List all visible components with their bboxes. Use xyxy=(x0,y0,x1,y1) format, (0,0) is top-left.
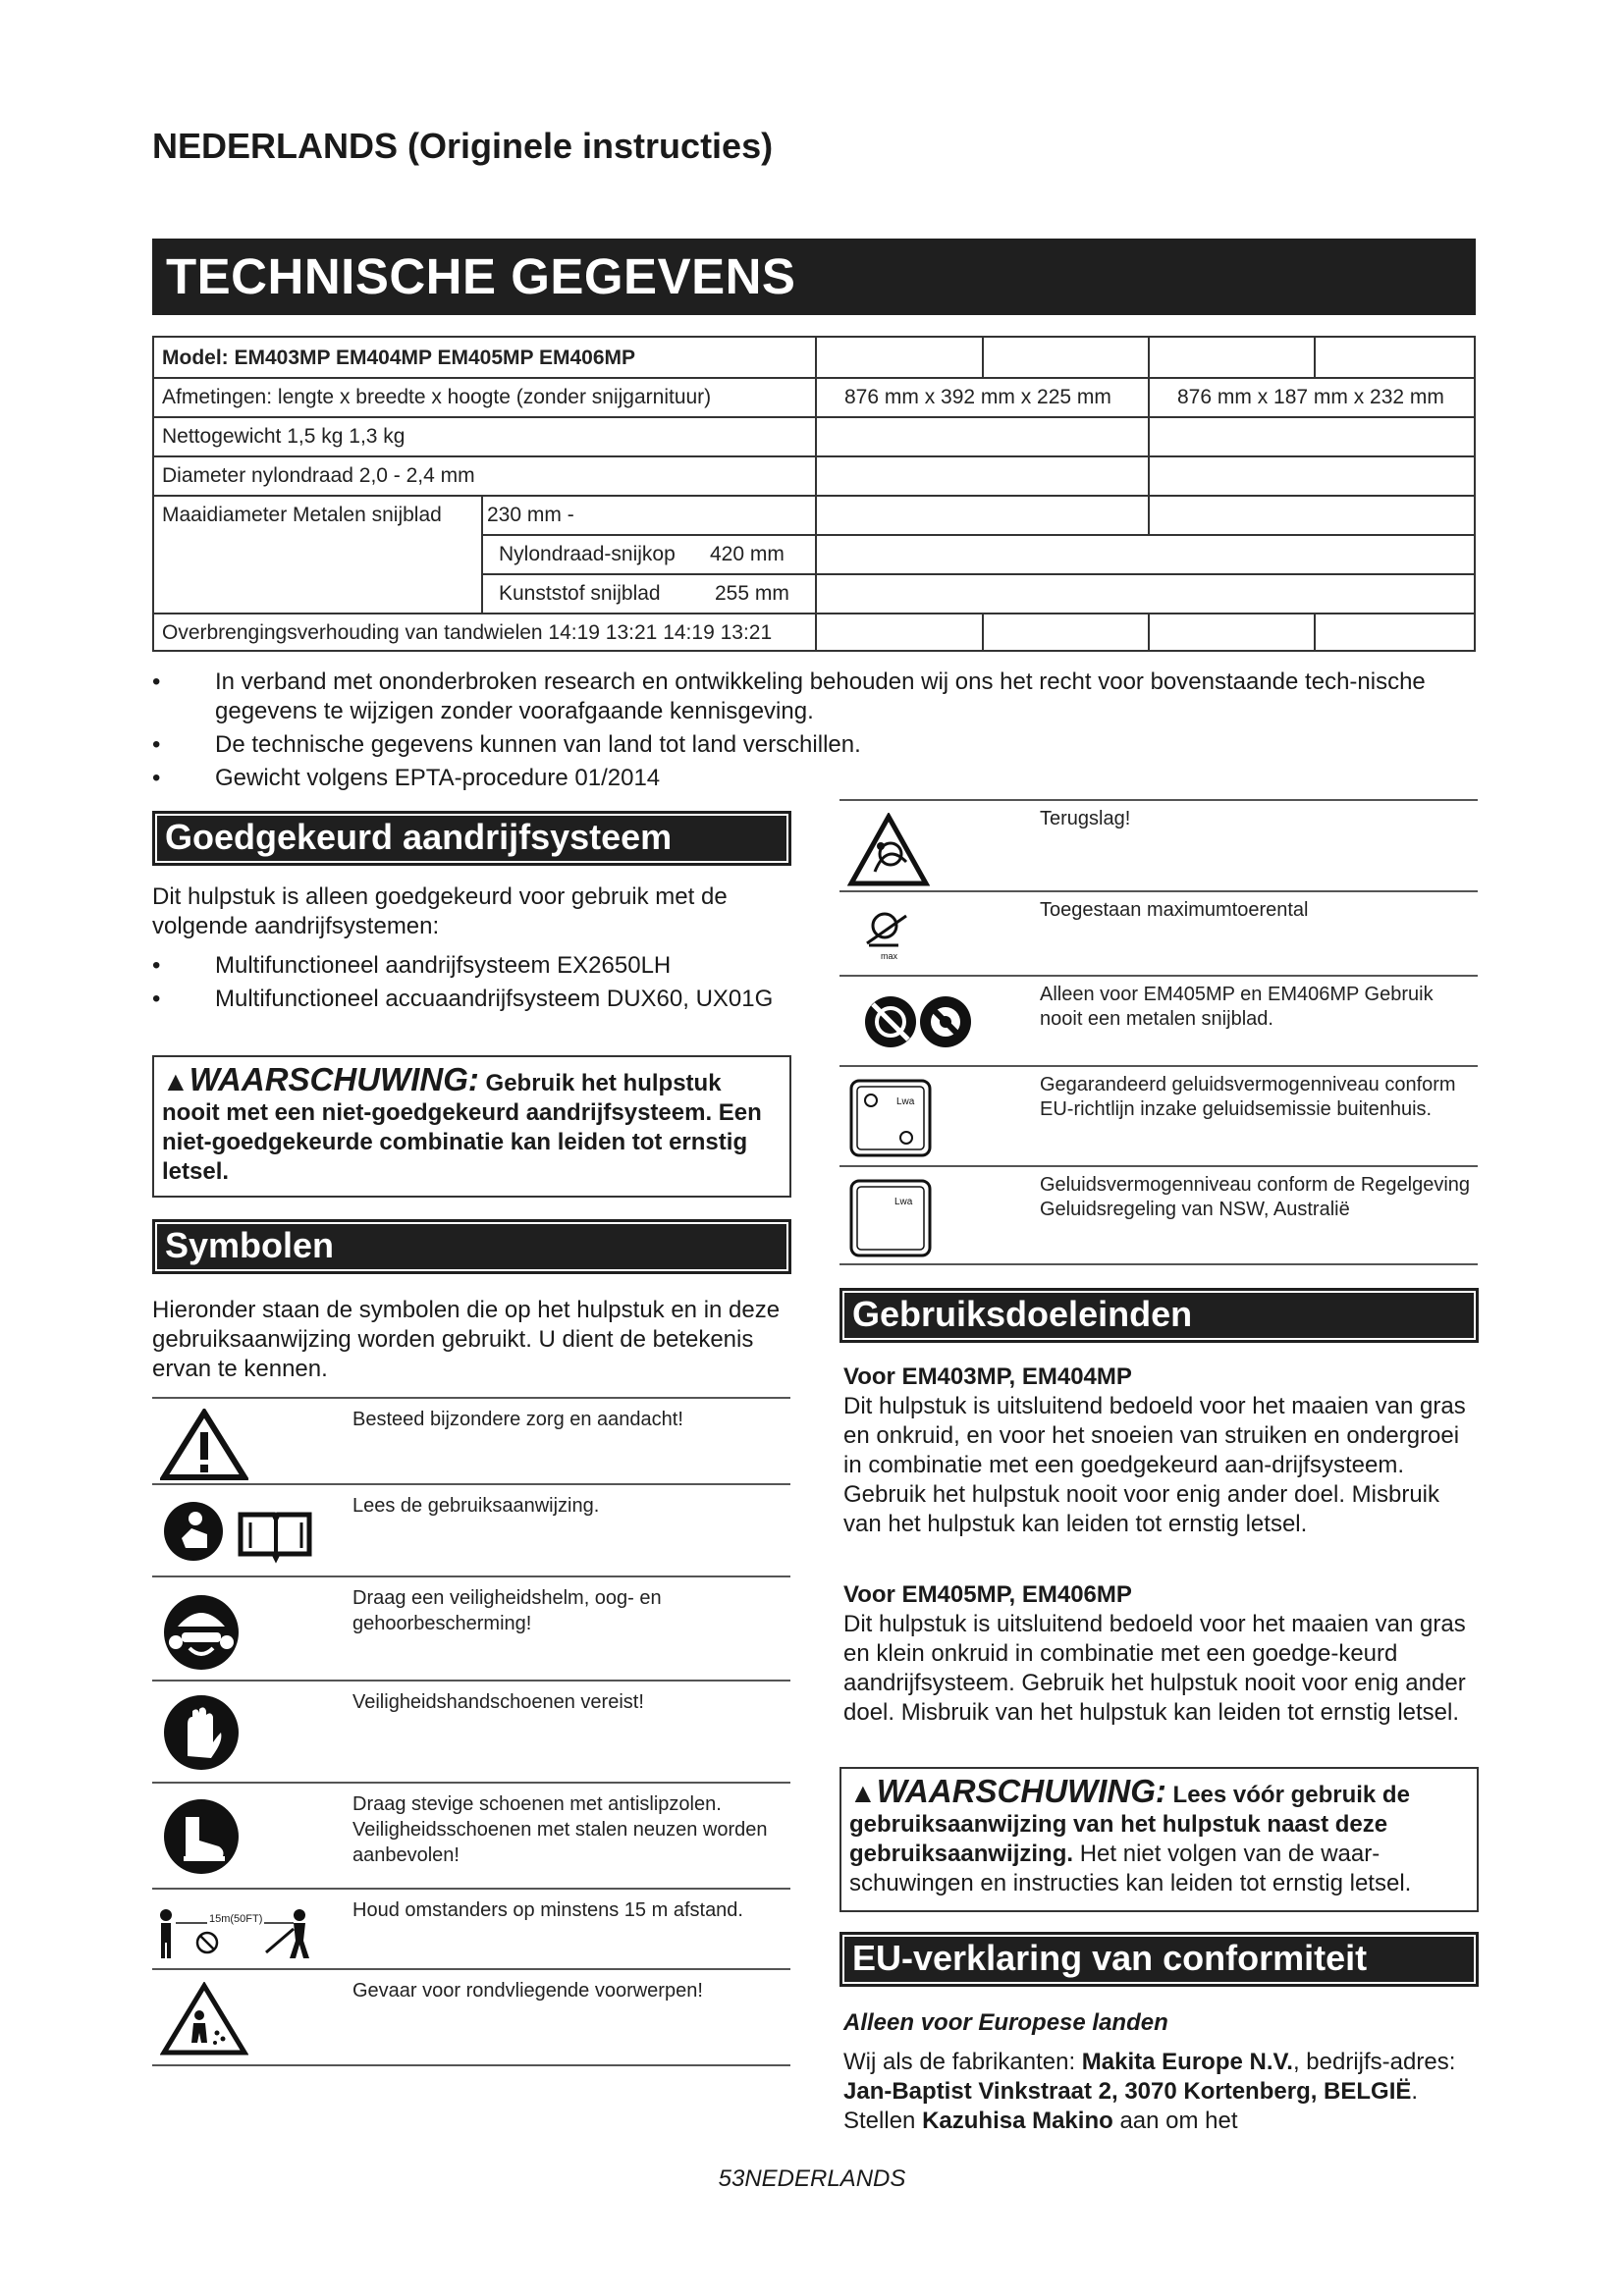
read-manual-icon xyxy=(160,1495,317,1573)
symbol-row xyxy=(839,1067,1478,1167)
sound-power-eu-icon xyxy=(849,1079,932,1162)
sound-power-nsw-icon xyxy=(849,1179,932,1262)
lwa-text: Lwa xyxy=(896,1096,915,1107)
symbol-label: Houd omstanders op minstens 15 m afstand. xyxy=(352,1899,743,1921)
symbol-label: Lees de gebruiksaanwijzing. xyxy=(352,1495,600,1517)
symbol-label: Terugslag! xyxy=(1040,808,1131,829)
approved-list xyxy=(152,951,790,1018)
page-footer: 53NEDERLANDS xyxy=(718,2165,906,2192)
svg-text:max: max xyxy=(881,951,898,961)
spec-cut-nylon-head: Nylondraad-snijkop xyxy=(499,543,676,565)
gloves-icon xyxy=(160,1693,243,1777)
spec-notes xyxy=(152,667,1478,797)
approved-system-heading: Goedgekeurd aandrijfsysteem xyxy=(152,811,791,866)
eu-sub: Alleen voor Europese landen xyxy=(843,2009,1168,2036)
symbol-label: Alleen voor EM405MP en EM406MP Gebruik nooit een metalen snijblad. xyxy=(1040,984,1434,1030)
no-metal-blade-icon xyxy=(861,992,979,1056)
intended-use-head-1: Voor EM403MP, EM404MP xyxy=(843,1363,1132,1390)
symbol-label: Geluidsvermogenniveau conform de Regelgeving Geluidsregeling van NSW, Australië xyxy=(1040,1174,1471,1220)
symbol-row xyxy=(152,1485,790,1577)
spec-gear-ratio: Overbrengingsverhouding van tandwielen 14:19 13:21 14:19 13:21 xyxy=(162,621,773,644)
flying-objects-icon xyxy=(160,1982,248,2061)
approved-intro: Dit hulpstuk is alleen goedgekeurd voor gebruik met de volgende aandrijfsystemen: xyxy=(152,883,728,939)
symbol-label: Besteed bijzondere zorg en aandacht! xyxy=(352,1409,683,1430)
warning-text: Het niet volgen van de waar-schuwingen en instructies kan leiden tot ernstig letsel. xyxy=(849,1841,1412,1896)
helmet-eye-ear-protection-icon xyxy=(160,1593,243,1677)
list-item: • Multifunctioneel accuaandrijfsysteem DUX60, UX01G xyxy=(152,986,774,1012)
spec-cut-plastic-value: 255 mm xyxy=(715,582,789,605)
warning-heading: WAARSCHUWING: xyxy=(189,1061,479,1097)
eu-person: Kazuhisa Makino xyxy=(922,2108,1113,2134)
symbol-row xyxy=(839,799,1478,892)
safety-boots-icon xyxy=(160,1797,243,1881)
intended-use-text-2: Dit hulpstuk is uitsluitend bedoeld voor het maaien van gras en klein onkruid in combinatie met een goedge-keurd aandrijfsysteem. Gebruik het hulpstuk nooit voor enig ander doel. Misbruik van het hulpstuk kan leiden tot ernstig letsel. xyxy=(843,1611,1466,1726)
spec-dimensions-b: 876 mm x 187 mm x 232 mm xyxy=(1177,386,1444,408)
kickback-icon xyxy=(847,813,930,892)
eu-text: Wij als de fabrikanten: Makita Europe N.V., bedrijfs-adres: Jan-Baptist Vinkstraat 2, 3070 Kortenberg, BELGIË. Stellen Kazuhisa Makino aan om het xyxy=(843,2049,1456,2134)
symbol-row xyxy=(839,977,1478,1067)
warning-triangle-icon xyxy=(160,1409,248,1486)
list-item: • Multifunctioneel aandrijfsysteem EX2650LH xyxy=(152,952,672,979)
symbol-label: Gegarandeerd geluidsvermogenniveau conform EU-richtlijn inzake geluidsemissie buitenhuis. xyxy=(1040,1074,1456,1120)
page-language-title: NEDERLANDS (Originele instructies) xyxy=(152,126,774,166)
max-speed-icon xyxy=(859,904,918,968)
warning-triangle-icon: ▲ xyxy=(162,1066,189,1096)
warning-text-bold: Lees vóór gebruik de gebruiksaanwijzing van het hulpstuk naast deze gebruiksaanwijzing. xyxy=(849,1782,1410,1867)
spec-model-label: Model: EM403MP EM404MP EM405MP EM406MP xyxy=(162,347,636,369)
symbols-heading: Symbolen xyxy=(152,1219,791,1274)
eu-company: Makita Europe N.V. xyxy=(1081,2049,1293,2075)
distance-15m-icon xyxy=(156,1907,313,1967)
symbol-label: Veiligheidshandschoenen vereist! xyxy=(352,1691,644,1713)
symbol-row xyxy=(839,892,1478,977)
distance-label: 15m(50FT) xyxy=(209,1913,263,1925)
lwa-text: Lwa xyxy=(894,1197,913,1207)
intended-use-text-1: Dit hulpstuk is uitsluitend bedoeld voor het maaien van gras en onkruid, en voor het snoeien van struiken en ondergroei in combinatie met een goedgekeurd aan-drijfsysteem. Gebruik het hulpstuk nooit voor enig ander doel. Misbruik van het hulpstuk kan leiden tot ernstig letsel. xyxy=(843,1393,1466,1537)
symbol-row xyxy=(152,1784,790,1890)
symbol-row xyxy=(152,1577,790,1682)
spec-cut-plastic: Kunststof snijblad xyxy=(499,582,661,605)
symbol-label: Draag stevige schoenen met antislipzolen. Veiligheidsschoenen met stalen neuzen worden aanbevolen! xyxy=(352,1793,768,1866)
symbol-label: Toegestaan maximumtoerental xyxy=(1040,899,1309,921)
note-item: • In verband met ononderbroken research en ontwikkeling behouden wij ons het recht voor bovenstaande tech-nische gegevens te wijzigen zonder voorafgaande kennisgeving. xyxy=(152,668,1426,724)
intended-use-head-2: Voor EM405MP, EM406MP xyxy=(843,1581,1132,1608)
intended-use-warning-box xyxy=(839,1767,1479,1912)
spec-cut-nylon-value: 420 mm xyxy=(710,543,785,565)
spec-table xyxy=(152,336,1476,652)
spec-cutting-diameter-label: Maaidiameter Metalen snijblad xyxy=(162,504,442,526)
symbol-row xyxy=(152,1890,790,1970)
warning-heading: WAARSCHUWING: xyxy=(876,1773,1166,1809)
symbol-label: Draag een veiligheidshelm, oog- en gehoorbescherming! xyxy=(352,1587,662,1634)
spec-dimensions-a: 876 mm x 392 mm x 225 mm xyxy=(844,386,1111,408)
approved-warning-box xyxy=(152,1055,791,1198)
symbols-intro: Hieronder staan de symbolen die op het hulpstuk en in deze gebruiksaanwijzing worden gebruikt. U dient de betekenis ervan te kennen. xyxy=(152,1297,781,1382)
eu-declaration-heading: EU-verklaring van conformiteit xyxy=(839,1932,1479,1987)
spec-cut-metal: 230 mm - xyxy=(487,504,574,526)
spec-weight-label: Nettogewicht 1,5 kg 1,3 kg xyxy=(162,425,406,448)
technical-data-banner: TECHNISCHE GEGEVENS xyxy=(152,239,1476,315)
spec-nylon-diameter: Diameter nylondraad 2,0 - 2,4 mm xyxy=(162,464,475,487)
intended-use-heading: Gebruiksdoeleinden xyxy=(839,1288,1479,1343)
eu-address: Jan-Baptist Vinkstraat 2, 3070 Kortenberg, BELGIË xyxy=(843,2078,1412,2105)
warning-text: Gebruik het hulpstuk nooit met een niet-goedgekeurd aandrijfsysteem. Een niet-goedgekeurde combinatie kan leiden tot ernstig letsel. xyxy=(162,1070,762,1185)
spec-dimensions-label: Afmetingen: lengte x breedte x hoogte (zonder snijgarnituur) xyxy=(162,386,712,408)
symbol-row xyxy=(152,1970,790,2066)
note-item: • De technische gegevens kunnen van land tot land verschillen. xyxy=(152,731,861,758)
note-item: • Gewicht volgens EPTA-procedure 01/2014 xyxy=(152,765,661,791)
symbol-row xyxy=(839,1167,1478,1265)
symbol-row xyxy=(152,1682,790,1784)
symbol-label: Gevaar voor rondvliegende voorwerpen! xyxy=(352,1980,703,2002)
warning-triangle-icon: ▲ xyxy=(849,1778,877,1808)
symbol-row xyxy=(152,1397,790,1485)
